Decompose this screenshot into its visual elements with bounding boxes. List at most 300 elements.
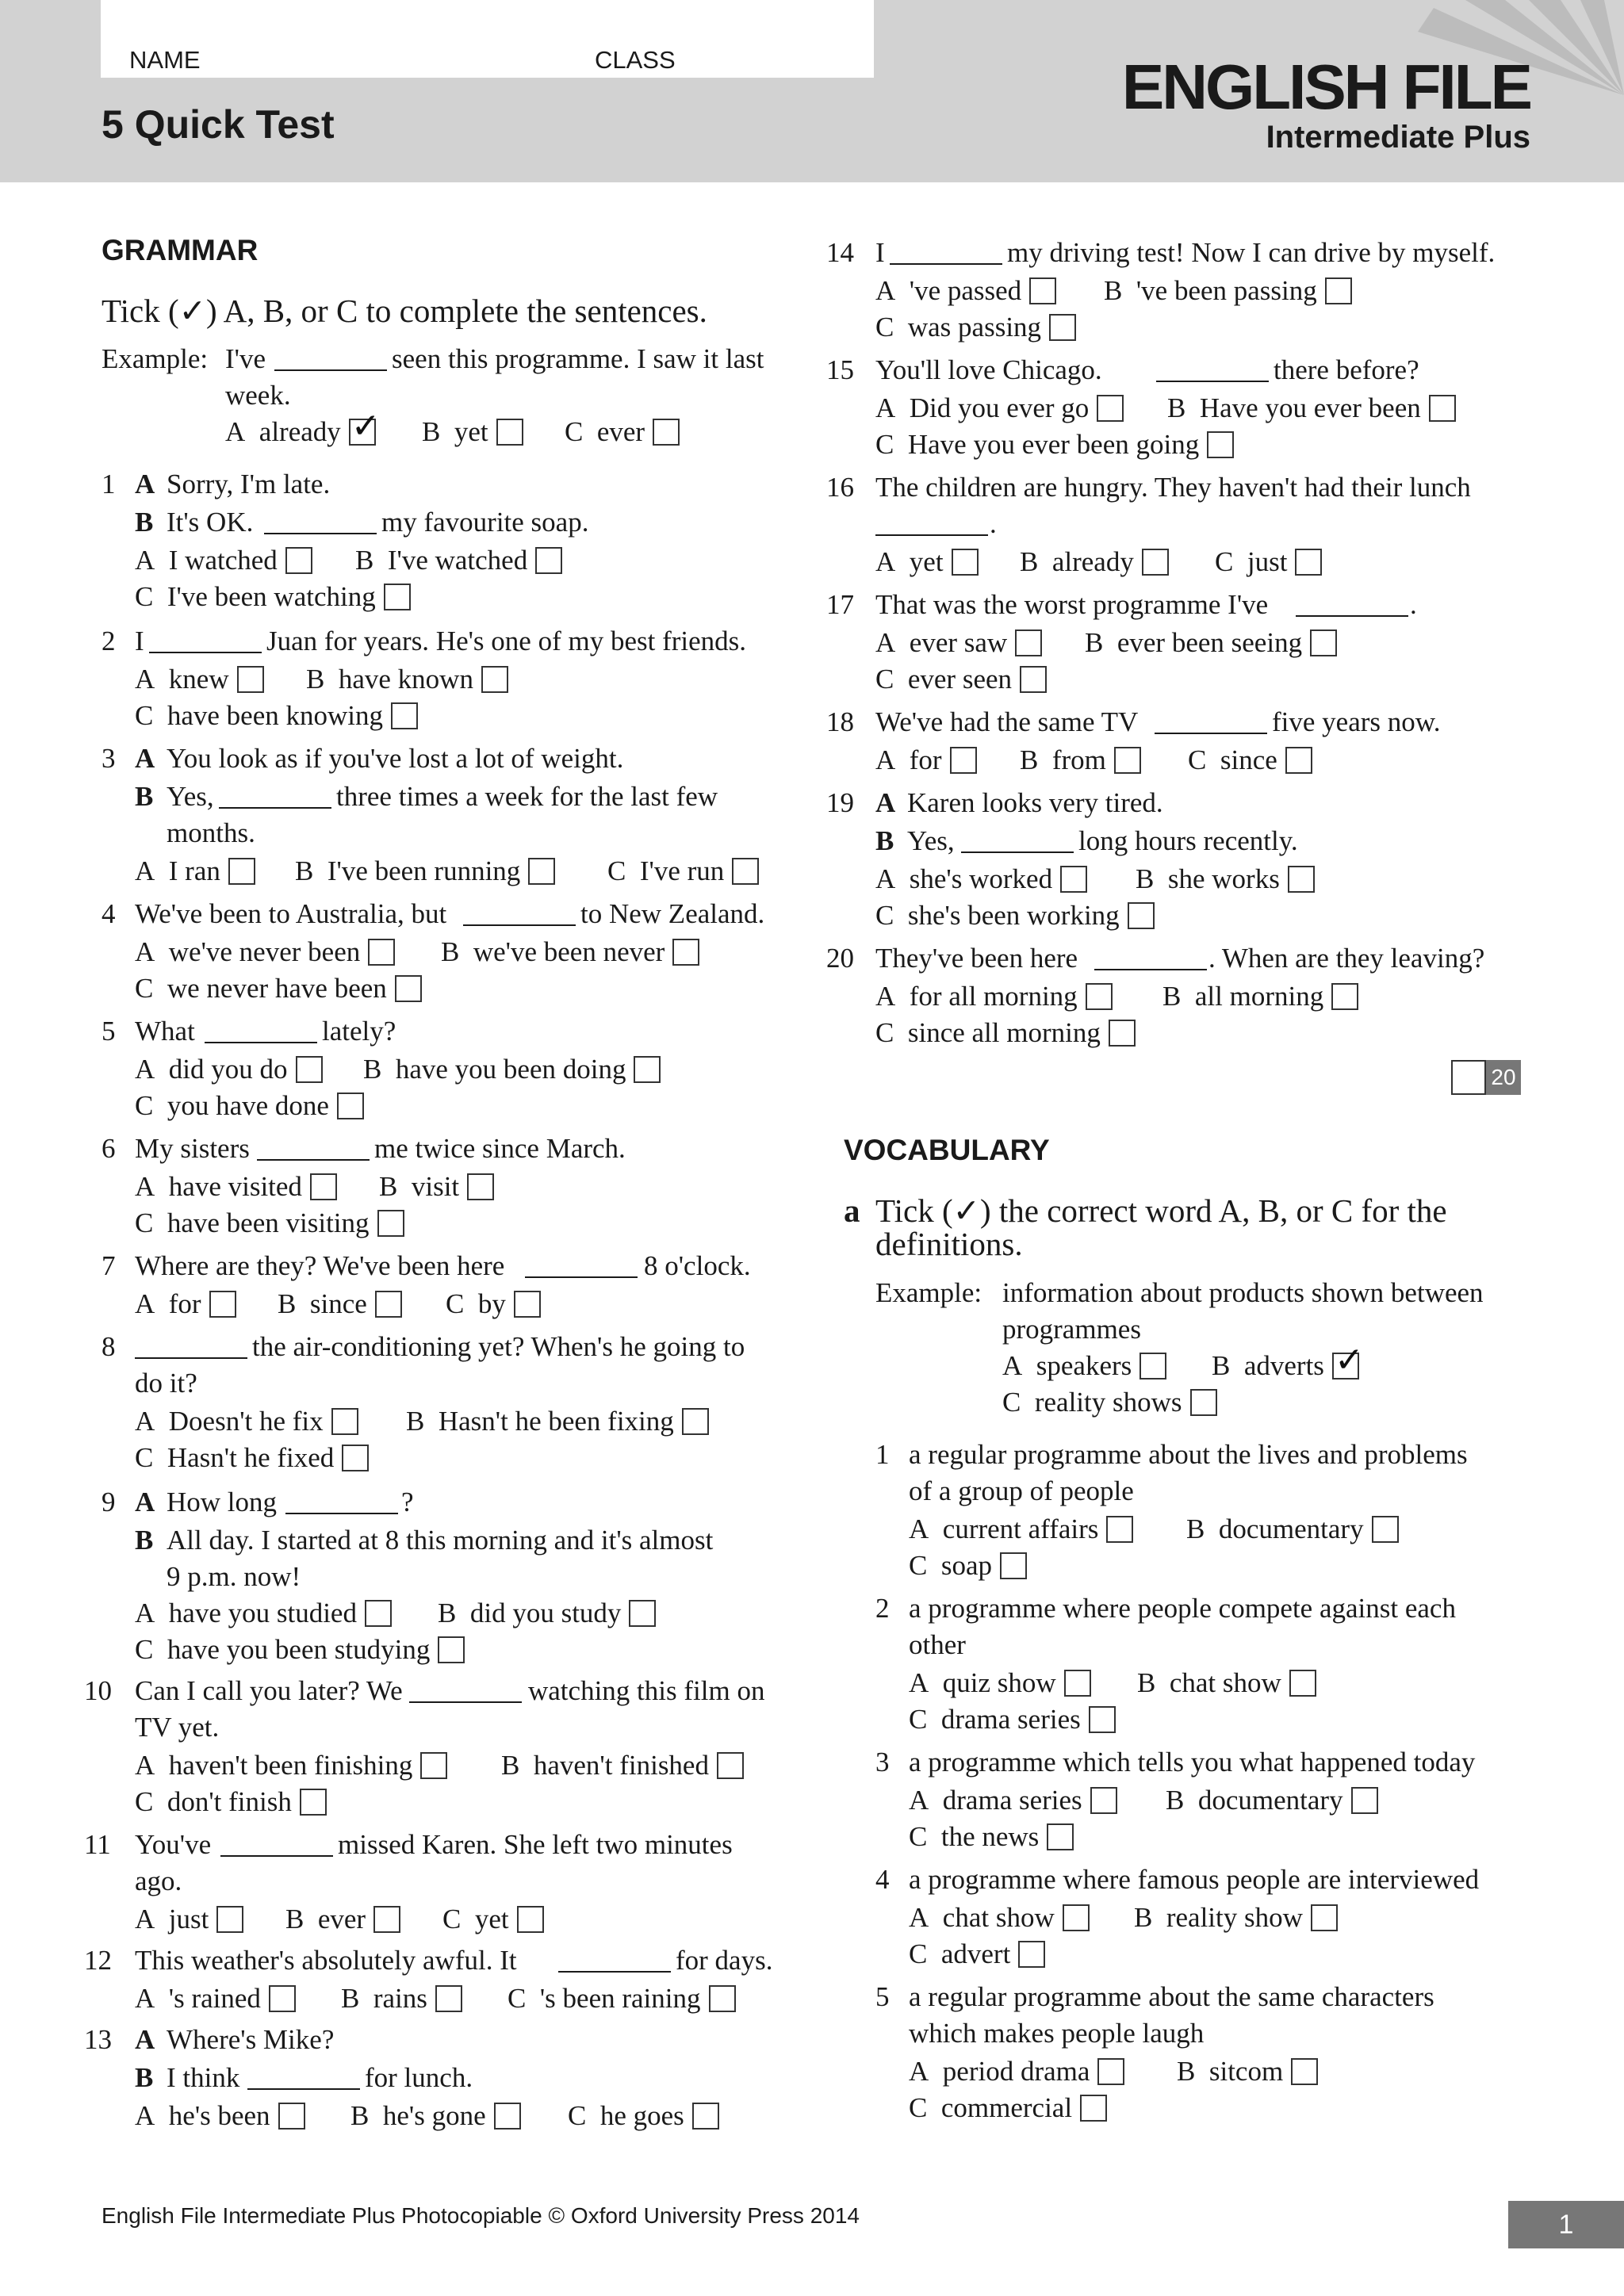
question-text: already [1051,546,1134,577]
tick-box[interactable] [375,1291,402,1318]
question-text: Did you ever go [909,392,1090,423]
question-text: rains [373,1983,427,2014]
question-text: already [259,416,341,447]
option-b[interactable] [1186,1511,1399,1548]
option-a[interactable] [875,273,1056,309]
question-text: 've passed [909,275,1022,306]
tick-box[interactable] [1063,1904,1090,1931]
option-a[interactable] [135,1747,447,1784]
tick-box[interactable] [1351,1787,1378,1814]
question-text: we've never been [168,936,361,967]
option-a[interactable] [875,978,1113,1015]
option-b[interactable] [406,1403,709,1440]
question-text: C [446,1288,465,1319]
question-text: A [135,936,155,967]
tick-box[interactable] [732,858,759,885]
question-text: reality show [1166,1902,1303,1933]
tick-box[interactable] [1089,1706,1116,1733]
question-number: 3 [102,743,116,774]
option-c[interactable] [909,2090,1107,2126]
tick-box[interactable] [535,547,562,574]
option-c[interactable] [135,970,422,1007]
speaker-label: A [875,787,896,818]
tick-box[interactable] [278,2103,305,2130]
option-c[interactable] [135,1632,465,1668]
question-text: for all morning [909,981,1078,1012]
tick-box [1190,1389,1217,1416]
question-text: of a group of people [909,1475,1134,1506]
option-b[interactable] [1134,1900,1338,1936]
option-b[interactable] [1162,978,1358,1015]
option-c[interactable] [508,1980,736,2017]
tick-box[interactable] [391,702,418,729]
tick-box[interactable] [1080,2095,1107,2122]
tick-box[interactable] [1207,431,1234,458]
question-text: ? [401,1487,414,1517]
option-a[interactable] [135,853,255,890]
question-text: ago. [135,1866,182,1896]
question-number: 19 [826,787,854,818]
question-text: since [1220,744,1277,775]
question-text: B [1167,392,1186,423]
question-text: to New Zealand. [580,898,765,929]
tick-box[interactable] [952,549,979,576]
option-c[interactable] [568,2098,719,2134]
question-text: A [135,1406,155,1437]
question-text: since [309,1288,367,1319]
answer-blank [205,1018,317,1043]
question-text: 9 p.m. now! [167,1561,301,1592]
question-text: watching this film on [528,1675,765,1706]
tick-box[interactable] [1020,666,1047,693]
question-text: All day. I started at 8 this morning and it's almost [167,1525,714,1556]
question-text: ever been seeing [1116,627,1303,658]
tick-box[interactable] [517,1906,544,1933]
question-number: 9 [102,1487,116,1517]
option-b[interactable] [278,1286,402,1322]
answer-blank [220,1831,333,1857]
question-text: he's been [168,2100,270,2131]
option-a[interactable] [135,1051,323,1088]
option-a[interactable] [135,1286,236,1322]
question-text: the air-conditioning yet? When's he going to [252,1331,745,1362]
question-text: B [1162,981,1182,1012]
question-text: have you been studying [167,1634,431,1665]
option-a[interactable] [909,1665,1091,1701]
option-c[interactable] [135,1205,404,1242]
tick-box[interactable] [1331,983,1358,1010]
option-c[interactable] [1188,742,1312,779]
question-text: We've been to Australia, but [135,898,447,929]
option-b[interactable] [379,1169,494,1205]
speaker-label: A [135,1487,155,1517]
tick-box[interactable] [438,1636,465,1663]
option-b[interactable] [1166,1782,1378,1819]
tick-box[interactable] [481,666,508,693]
tick-box[interactable] [1289,1670,1316,1697]
question-text: other [909,1629,966,1660]
option-c[interactable] [875,309,1076,346]
tick-box[interactable] [310,1173,337,1200]
question-text: all morning [1194,981,1324,1012]
option-b[interactable] [350,2098,521,2134]
question-text: knew [168,664,229,695]
question-text: C [909,2092,928,2123]
tick-box[interactable] [216,1906,243,1933]
tick-box[interactable] [950,747,977,774]
tick-box[interactable] [269,1985,296,2012]
tick-box[interactable] [1310,629,1337,656]
question-text: C [135,1207,154,1238]
answer-blank [135,1334,247,1359]
tick-box[interactable] [296,1056,323,1083]
tick-box[interactable] [228,858,255,885]
tick-box[interactable] [1114,747,1141,774]
question-text: B [438,1598,457,1628]
question-text: I ran [168,855,220,886]
footer-copyright: Photocopiable © Oxford University Press 2014 [395,2203,860,2228]
option-c[interactable] [135,579,411,615]
tick-box[interactable] [342,1445,369,1471]
question-text: Where are they? We've been here [135,1250,505,1281]
example-option-b [422,414,523,450]
answer-blank [1155,709,1267,734]
question-text: B [1020,546,1039,577]
question-text: long hours recently. [1078,825,1298,856]
tick-box[interactable] [420,1752,447,1779]
option-c[interactable] [875,661,1047,698]
question-number: 6 [102,1133,116,1164]
option-a[interactable] [909,2053,1124,2090]
speaker-label: B [135,781,154,812]
class-label: CLASS [595,46,676,74]
question-text: B [306,664,325,695]
question-text: B [1020,744,1039,775]
speaker-label: B [135,1525,154,1556]
question-text: commercial [940,2092,1073,2123]
question-text: B [1212,1350,1231,1381]
question-number: 1 [102,469,116,499]
question-text: from [1051,744,1106,775]
question-text: C [135,700,154,731]
tick-box[interactable] [1047,1823,1074,1850]
option-c[interactable] [875,427,1234,463]
tick-box[interactable] [1291,2058,1318,2085]
tick-box[interactable] [634,1056,661,1083]
option-b[interactable] [1136,861,1315,897]
option-a[interactable] [135,661,264,698]
option-a[interactable] [135,542,312,579]
tick-box[interactable] [300,1789,327,1816]
tick-box[interactable] [209,1291,236,1318]
option-c[interactable] [909,1819,1074,1855]
speaker-label: A [135,469,155,499]
question-text: months. [167,817,255,848]
question-text: was passing [907,312,1042,342]
question-text: C [875,1017,894,1048]
tick-box[interactable] [672,939,699,966]
question-text: B [1136,863,1155,894]
question-text: B [1166,1785,1185,1816]
question-text: for [168,1288,201,1319]
question-text: my driving test! Now I can drive by myself. [1007,237,1496,268]
option-a[interactable] [135,1595,392,1632]
question-text: TV yet. [135,1712,220,1743]
option-a[interactable] [135,1403,358,1440]
question-text: speakers [1036,1350,1132,1381]
question-text: C [135,1634,154,1665]
option-a[interactable] [909,1900,1090,1936]
option-c[interactable] [875,897,1155,934]
tick-box[interactable] [1295,549,1322,576]
option-c[interactable] [446,1286,541,1322]
option-c[interactable] [135,1088,364,1124]
tick-box[interactable] [395,975,422,1002]
tick-box[interactable] [237,666,264,693]
tick-box[interactable] [435,1985,462,2012]
question-number: 4 [102,898,116,929]
answer-blank [264,509,377,534]
question-text: They've been here [875,943,1078,974]
question-text: lately? [322,1016,396,1047]
option-b[interactable] [1104,273,1352,309]
question-text: soap [940,1550,993,1581]
page-title: 5 Quick Test [102,102,335,147]
tick-box[interactable] [514,1291,541,1318]
example-option-a [225,414,376,450]
option-c[interactable] [1215,544,1322,580]
option-b[interactable] [501,1747,744,1784]
tick-box[interactable] [1311,1904,1338,1931]
option-b[interactable] [306,661,508,698]
question-text: C [135,1442,154,1473]
question-text: This weather's absolutely awful. It [135,1945,517,1976]
option-c[interactable] [607,853,759,890]
tick-box[interactable] [1429,395,1456,422]
question-text: a programme where people compete against each [909,1593,1456,1624]
tick-box[interactable] [1097,2058,1124,2085]
answer-blank [257,1135,370,1161]
question-text: You look as if you've lost a lot of weight. [167,743,624,774]
question-text: for lunch. [365,2062,473,2093]
option-c[interactable] [909,1548,1027,1584]
question-text: . When are they leaving? [1208,943,1485,974]
option-b[interactable] [295,853,555,890]
question-text: A [875,627,896,658]
question-text: A [135,1983,155,2014]
question-number: 5 [875,1981,890,2012]
option-b[interactable] [1085,625,1337,661]
option-b[interactable] [1137,1665,1316,1701]
option-a[interactable] [875,625,1042,661]
score-total: 20 [1486,1060,1521,1095]
question-text: C [875,429,894,460]
option-b[interactable] [1177,2053,1318,2090]
instruction-line: definitions. [875,1226,1023,1262]
tick-box[interactable] [1106,1516,1133,1543]
option-a[interactable] [875,544,979,580]
option-a[interactable] [135,1169,337,1205]
option-b[interactable] [285,1901,400,1938]
tick-box[interactable] [1086,983,1113,1010]
vocabulary-heading: VOCABULARY [844,1134,1050,1166]
tick-box[interactable] [365,1600,392,1627]
question-number: 16 [826,472,854,503]
option-a[interactable] [875,861,1087,897]
option-b[interactable] [341,1980,462,2017]
tick-box[interactable] [528,858,555,885]
tick-box[interactable] [1015,629,1042,656]
answer-blank [875,511,988,536]
question-text: we've been never [473,936,665,967]
example-option-b [1212,1348,1359,1384]
option-c[interactable] [135,1784,327,1820]
question-text: A [875,863,896,894]
option-b[interactable] [1167,390,1456,427]
part-label: a [844,1192,860,1229]
question-text: Hasn't he fixed [167,1442,335,1473]
question-text: since all morning [907,1017,1101,1048]
question-text: have you been doing [395,1054,626,1085]
tick-box[interactable] [1060,866,1087,893]
option-b[interactable] [363,1051,661,1088]
question-text: Yes, [167,781,214,812]
question-text: Karen looks very tired. [907,787,1163,818]
tick-box[interactable] [1097,395,1124,422]
question-number: 7 [102,1250,116,1281]
option-b[interactable] [1020,544,1169,580]
option-a[interactable] [909,1511,1133,1548]
tick-box[interactable] [1372,1516,1399,1543]
tick-box[interactable] [629,1600,656,1627]
tick-box[interactable] [377,1210,404,1237]
speaker-label: B [135,507,154,538]
tick-box[interactable] [1288,866,1315,893]
question-number: 11 [84,1829,111,1860]
example-label: Example: [102,343,209,374]
option-a[interactable] [875,742,977,779]
example-text: week. [225,380,291,411]
question-number: 3 [875,1747,890,1777]
question-text: C [875,664,894,695]
option-a[interactable] [135,1980,296,2017]
tick-box[interactable] [373,1906,400,1933]
question-text: B [1085,627,1104,658]
question-text: I've watched [387,545,528,576]
question-text: a regular programme about the lives and problems [909,1439,1468,1470]
tick-box[interactable] [1090,1787,1117,1814]
question-text: Have you ever been [1199,392,1421,423]
tick-box[interactable] [1064,1670,1091,1697]
question-text: don't finish [167,1786,292,1817]
option-a[interactable] [909,1782,1117,1819]
option-c[interactable] [135,698,418,734]
tick-box[interactable] [1128,902,1155,929]
option-a[interactable] [135,2098,305,2134]
tick-box[interactable] [494,2103,521,2130]
option-c[interactable] [875,1015,1136,1051]
tick-box[interactable] [1285,747,1312,774]
tick-box[interactable] [331,1408,358,1435]
question-text: C [909,1550,928,1581]
question-text: A [135,1904,155,1934]
question-text: I watched [168,545,278,576]
example-text: I've [225,343,266,374]
option-a[interactable] [135,934,395,970]
example-option-a [1002,1348,1166,1384]
option-c[interactable] [135,1440,369,1476]
tick-box[interactable] [1109,1020,1136,1047]
question-text: That was the worst programme I've [875,589,1269,620]
answer-blank [961,828,1074,853]
page-footer [102,2203,860,2229]
tick-box[interactable] [692,2103,719,2130]
question-text: for days. [676,1945,773,1976]
tick-box[interactable] [1018,1941,1045,1968]
question-text: It's OK. [167,507,254,538]
question-text: A [909,1513,929,1544]
question-text: drama series [940,1704,1081,1735]
tick-box[interactable] [717,1752,744,1779]
tick-box[interactable] [368,939,395,966]
answer-blank [247,2064,360,2090]
question-text: B [278,1288,297,1319]
example-text: seen this programme. I saw it last [392,343,764,374]
question-text: C [565,416,584,447]
tick-box[interactable] [1142,549,1169,576]
option-b[interactable] [441,934,699,970]
option-a[interactable] [875,390,1124,427]
question-text: missed Karen. She left two minutes [338,1829,733,1860]
question-text: have you studied [168,1598,357,1628]
tick-box[interactable] [1000,1552,1027,1579]
option-b[interactable] [355,542,562,579]
question-text: C [909,1821,928,1852]
score-input-box[interactable] [1451,1060,1486,1095]
question-text: 8 o'clock. [644,1250,751,1281]
question-text: C [508,1983,527,2014]
tick-box[interactable] [1325,277,1352,304]
question-text: B [285,1904,304,1934]
option-c[interactable] [909,1936,1045,1973]
question-text: B [350,2100,370,2131]
option-c[interactable] [909,1701,1116,1738]
tick-box[interactable] [337,1093,364,1119]
tick-box[interactable] [384,584,411,610]
option-a[interactable] [135,1901,243,1938]
question-text: for [909,744,942,775]
question-number: 12 [84,1945,112,1976]
tick-box[interactable] [1029,277,1056,304]
question-text: B [1177,2056,1196,2087]
question-text: B [501,1750,520,1781]
option-b[interactable] [1020,742,1141,779]
tick-box[interactable] [1049,314,1076,341]
question-text: we never have been [167,973,387,1004]
question-text: C [1188,744,1207,775]
question-number: 20 [826,943,854,974]
option-b[interactable] [438,1595,656,1632]
question-text: B [1134,1902,1153,1933]
tick-box[interactable] [467,1173,494,1200]
question-text: Have you ever been going [907,429,1200,460]
question-text: my favourite soap. [381,507,589,538]
question-text: Juan for years. He's one of my best friends. [266,626,747,656]
tick-box[interactable] [709,1985,736,2012]
tick-box[interactable] [682,1408,709,1435]
option-c[interactable] [442,1901,544,1938]
tick-box[interactable] [285,547,312,574]
